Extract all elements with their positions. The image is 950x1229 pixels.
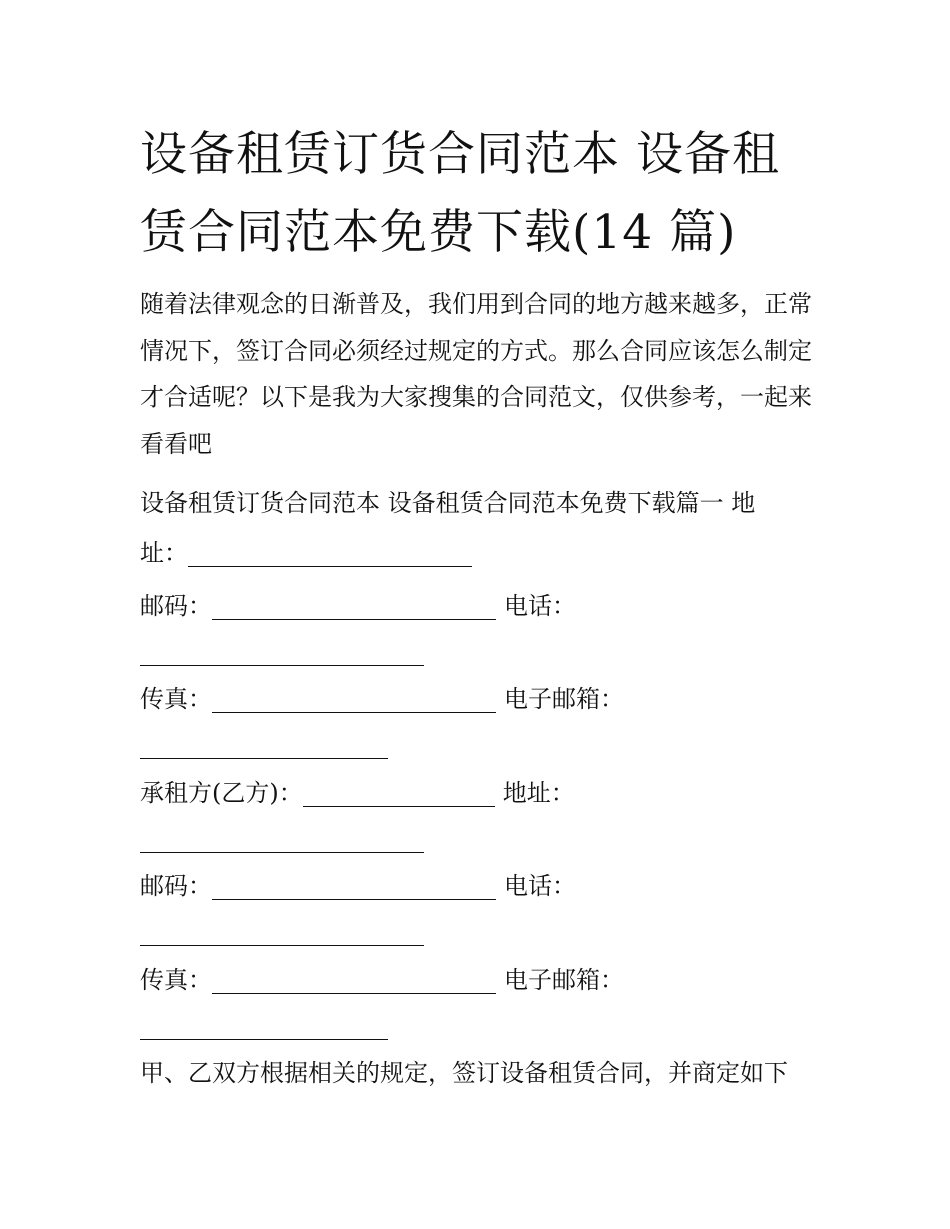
lessor-address-blank [188, 536, 472, 567]
document-title: 设备租赁订货合同范本 设备租赁合同范本免费下载(14 篇) [140, 127, 780, 260]
lessor-fax-email-line [140, 676, 820, 722]
lessor-fax-label: 传真： [140, 685, 212, 713]
lessee-email-blank [140, 1009, 388, 1040]
lessee-phone-label: 电话： [504, 872, 576, 900]
section-heading-line [140, 480, 820, 526]
lessor-postcode-phone-line [140, 583, 820, 629]
lessee-phone-blank [140, 915, 424, 946]
lessee-postcode-phone-line [140, 863, 820, 909]
intro-paragraph: 随着法律观念的日渐普及，我们用到合同的地方越来越多，正常情况下，签订合同必须经过规定的方式。那么合同应该怎么制定才合适呢？以下是我为大家搜集的合同范文，仅供参考，一起来看看吧 [140, 290, 812, 458]
lessor-postcode-blank [212, 589, 496, 620]
lessee-phone-blank-line [140, 909, 820, 955]
lessee-email-label: 电子邮箱： [504, 966, 624, 994]
lessor-email-blank-line [140, 722, 820, 768]
closing-line [140, 1050, 820, 1096]
lessee-address-blank-line [140, 816, 820, 862]
lessor-email-blank [140, 728, 388, 759]
lessee-address-label: 地址： [502, 779, 575, 807]
lessor-address-label: 址： [140, 539, 188, 567]
lessee-fax-label: 传真： [140, 966, 212, 994]
lessee-postcode-label: 邮码： [140, 872, 212, 900]
lessee-name-address-line [140, 770, 820, 816]
lessee-email-blank-line [140, 1003, 820, 1049]
lessor-address-line [140, 530, 820, 576]
lessor-phone-blank-line [140, 629, 820, 675]
lessee-postcode-blank [212, 869, 496, 900]
lessor-email-label: 电子邮箱： [504, 685, 624, 713]
lessor-phone-blank [140, 635, 424, 666]
lessee-fax-blank [212, 963, 496, 994]
lessee-fax-email-line [140, 957, 820, 1003]
lessee-name-blank [303, 776, 495, 807]
lessee-name-label: 承租方(乙方)： [140, 779, 303, 807]
lessor-fax-blank [212, 682, 496, 713]
lessor-phone-label: 电话： [504, 592, 576, 620]
closing-paragraph: 甲、乙双方根据相关的规定，签订设备租赁合同，并商定如下 [140, 1059, 788, 1087]
lessor-postcode-label: 邮码： [140, 592, 212, 620]
section-heading: 设备租赁订货合同范本 设备租赁合同范本免费下载篇一 地 [140, 489, 756, 517]
lessee-address-blank [140, 822, 424, 853]
